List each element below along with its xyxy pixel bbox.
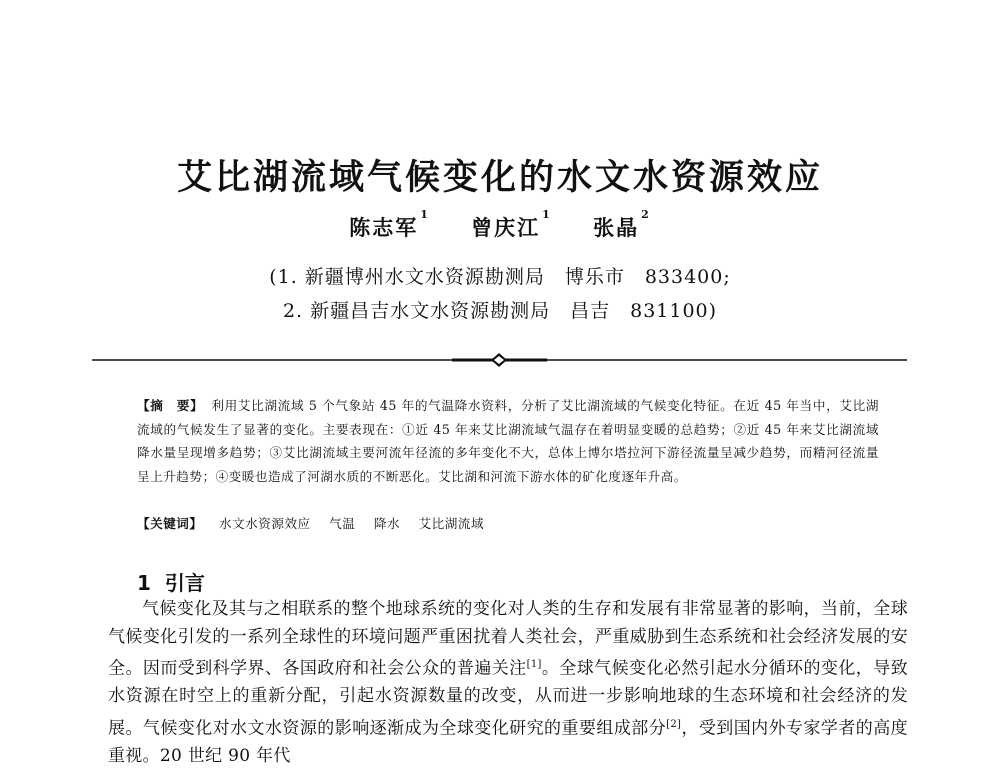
section-title: 引言 [164,571,205,595]
keyword: 艾比湖流域 [418,516,485,531]
author: 曾庆江$^1$ [471,208,552,240]
citation: [2] [666,718,682,730]
abstract-label: 【摘 要】 [137,398,204,413]
paper-title: 艾比湖流域气候变化的水文水资源效应 [176,158,823,198]
author-list [0,208,1000,242]
author-affiliation-mark: 2 [641,208,651,221]
section-number: 1 [137,571,151,595]
paragraph: 气候变化及其与之相联系的整个地球系统的变化对人类的生存和发展有非常显著的影响，当前，全球气候变化引发的一系列全球性的环境问题严重困扰着人类社会，严重威胁到生态系统和社会经济发展的安全。因而受到科学界、各国政府和社会公众的普遍关注[1]。全球气候变化必然引起水分循环的变化，导致水资源在时空上的重新分配，引起水资源数量的改变，从而进一步影响地球的生态环境和社会经济的发展。气候变化对水文水资源的影响逐渐成为全球变化研究的重要组成部分[2]，受到国内外专家学者的高度重视。20 世纪 90 年代 [108,599,908,766]
citation: [1] [526,659,542,670]
author: 张晶$^2$ [593,208,651,240]
abstract-text: 利用艾比湖流域 5 个气象站 45 年的气温降水资料，分析了艾比湖流域的气候变化特征。在近 45 年当中，艾比湖流域的气候发生了显著的变化。主要表现在：①近 45 年来艾比湖流域气温存在着明显变暖的总趋势；②近 45 年来艾比湖流域降水量呈现增多趋势；③艾比湖流域主要河流年径流的多年变化不大，总体上博尔塔拉河下游径流量呈减少趋势，而精河径流量呈上升趋势；④变暖也造成了河湖水质的不断恶化。艾比湖和河流下游水体的矿化度逐年升高。 [137,398,879,484]
section-heading [137,567,205,596]
keyword: 气温 [329,516,356,531]
ornamental-divider [92,352,907,368]
keyword: 水文水资源效应 [218,516,311,531]
keywords [137,513,879,532]
author-affiliation-mark: 1 [542,208,552,221]
body-text [108,596,908,770]
author-affiliation-mark: 1 [420,208,430,221]
affiliation-line-2: 2. 新疆昌吉水文水资源勘测局 昌吉 831100) [282,300,718,322]
keywords-label: 【关键词】 [137,516,203,531]
author: 陈志军$^1$ [349,208,430,240]
affiliation-line-1: (1. 新疆博州水文水资源勘测局 博乐市 833400; [269,266,731,288]
abstract [137,394,879,488]
keyword: 降水 [373,516,401,531]
